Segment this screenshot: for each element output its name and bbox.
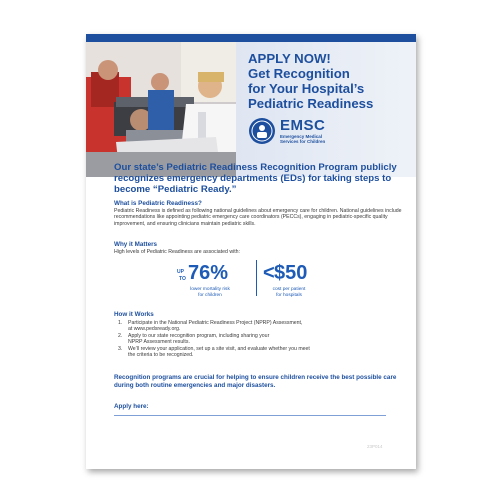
- step-line: Participate in the National Pediatric Readiness Project (NPRP) Assessment,: [128, 320, 303, 326]
- intro-statement: Our state’s Pediatric Readiness Recognition Program publicly recognizes emergency departments (EDs) for taking steps to become “Pediatric Ready.”: [114, 162, 397, 196]
- emsc-subtitle-line-1: Emergency Medical: [280, 134, 323, 139]
- emsc-subtitle-line-2: Services for Children: [280, 139, 326, 144]
- stat-cost-value: $50: [274, 262, 308, 284]
- what-body: Pediatric Readiness is defined as following national guidelines about emergency care for children. National guidelines include recommendations like appointing pediatric emergency care coordinators (PECCs), engaging in pediatric-specific quality improvement, and ensuring clinicians maintain pediatric skills.: [114, 208, 402, 227]
- hero-panel: [236, 42, 416, 177]
- stat-cost-caption-line-1: cost per patient: [272, 287, 306, 292]
- step-line: Apply to our state recognition program, including sharing your: [128, 332, 270, 339]
- why-heading: Why it Matters: [114, 241, 158, 248]
- top-color-bar: [86, 34, 416, 42]
- step-number: 1.: [118, 320, 123, 326]
- hero-photo: [86, 42, 236, 177]
- why-body: High levels of Pediatric Readiness are associated with:: [114, 249, 241, 255]
- closing-statement: Recognition programs are crucial for helping to ensure children receive the best possible care during both routine emergencies and major disasters.: [114, 374, 397, 389]
- list-item: [118, 320, 388, 333]
- step-line: the criteria to be recognized.: [128, 352, 194, 359]
- stat-cost-caption-line-2: for hospitals: [276, 292, 302, 298]
- stat-mortality-prefix-bottom: TO: [179, 276, 186, 282]
- apply-here-line: [114, 415, 386, 416]
- headline-line-1: APPLY NOW!: [248, 51, 331, 66]
- apply-here-label: Apply here:: [114, 403, 149, 410]
- emsc-logo: [248, 117, 408, 149]
- stat-cost-caption: [254, 287, 324, 298]
- step-number: 2.: [118, 332, 123, 339]
- what-heading: What is Pediatric Readiness?: [114, 200, 202, 207]
- stat-mortality-caption: [170, 287, 250, 298]
- step-line: at www.pedsready.org.: [128, 326, 181, 333]
- headline: [248, 51, 416, 111]
- emsc-seal-icon: [248, 117, 276, 145]
- emsc-wordmark: EMSC: [280, 117, 326, 134]
- step-line: NPRP Assessment results.: [128, 339, 190, 346]
- flyer-page: [86, 34, 416, 469]
- emsc-subtitle: [280, 134, 340, 144]
- stat-mortality-caption-line-2: for children: [198, 292, 222, 298]
- how-steps-list: [118, 320, 388, 358]
- stat-cost-prefix: <: [263, 262, 275, 284]
- headline-line-2: Get Recognition: [248, 66, 350, 81]
- stat-mortality-caption-line-1: lower mortality risk: [190, 287, 230, 292]
- how-heading: How it Works: [114, 311, 154, 318]
- step-number: 3.: [118, 345, 123, 352]
- step-line: We’ll review your application, set up a site visit, and evaluate whether you meet: [128, 345, 310, 352]
- list-item: [118, 333, 388, 346]
- footer-code: 23P014: [367, 444, 383, 449]
- hero-photo-illustration: [86, 42, 236, 177]
- headline-line-4: Pediatric Readiness: [248, 96, 374, 111]
- headline-line-3: for Your Hospital’s: [248, 81, 365, 96]
- stat-mortality-prefix-top: UP: [177, 269, 184, 275]
- stat-mortality-value: 76%: [188, 262, 229, 284]
- list-item: [118, 346, 388, 359]
